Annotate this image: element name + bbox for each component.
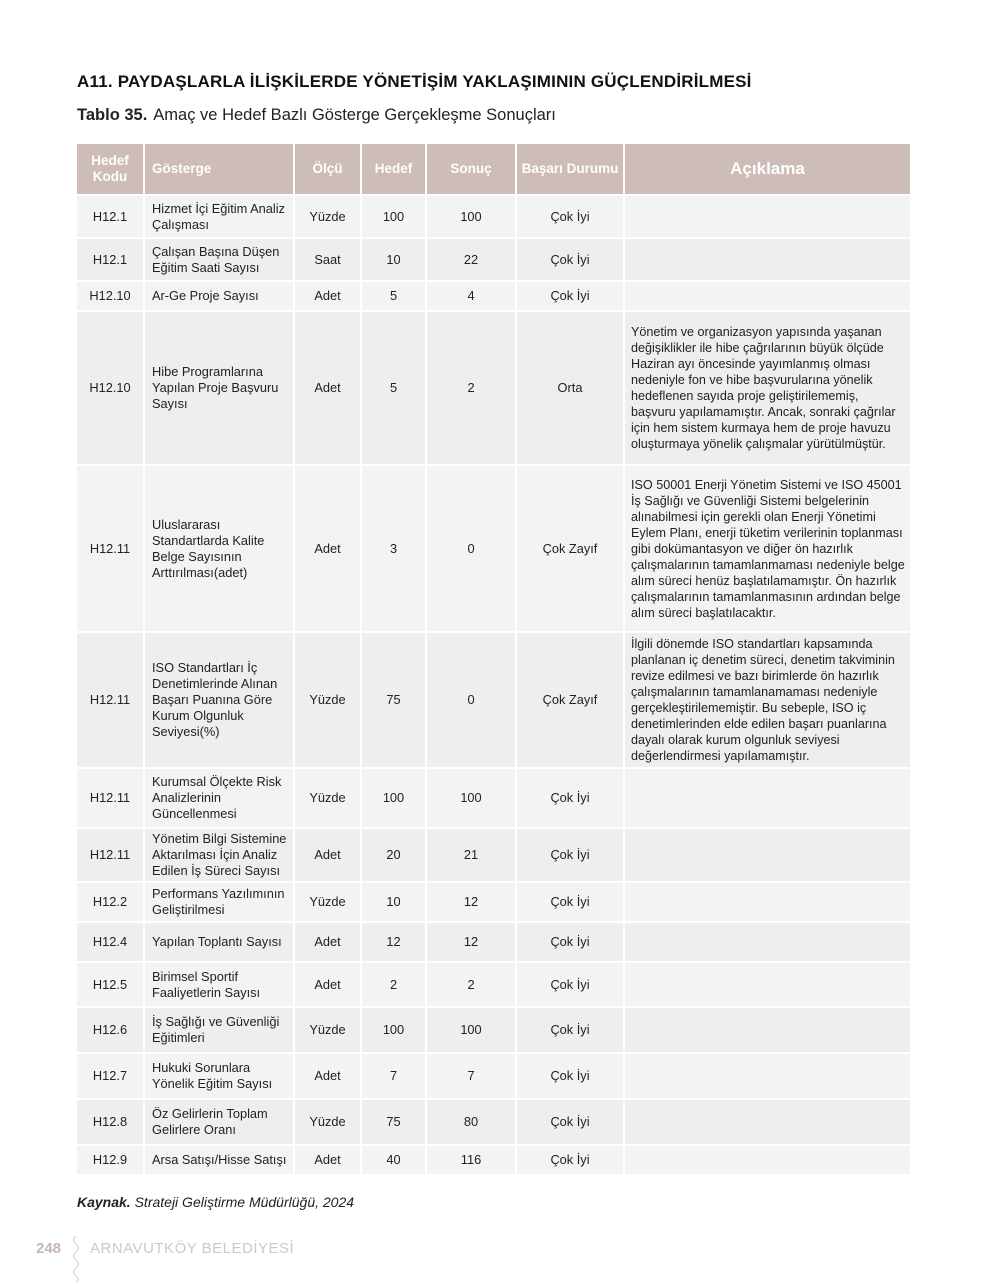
header-basari-durumu: Başarı Durumu <box>517 144 625 196</box>
cell-gosterge: Performans Yazılımının Geliştirilmesi <box>145 883 295 923</box>
cell-kod: H12.11 <box>77 466 145 633</box>
indicator-table <box>77 144 910 1176</box>
cell-olcu: Yüzde <box>295 196 362 239</box>
cell-aciklama <box>625 1100 910 1146</box>
cell-kod: H12.2 <box>77 883 145 923</box>
cell-hedef: 12 <box>362 923 427 963</box>
cell-aciklama <box>625 963 910 1008</box>
cell-basari: Çok İyi <box>517 196 625 239</box>
cell-olcu: Yüzde <box>295 883 362 923</box>
cell-kod: H12.4 <box>77 923 145 963</box>
cell-olcu: Adet <box>295 963 362 1008</box>
cell-sonuc: 100 <box>427 769 517 829</box>
cell-gosterge: ISO Standartları İç Denetimlerinde Alınan Başarı Puanına Göre Kurum Olgunluk Seviyesi(%) <box>145 633 295 769</box>
cell-sonuc: 0 <box>427 466 517 633</box>
table-row <box>77 1008 910 1054</box>
cell-sonuc: 116 <box>427 1146 517 1176</box>
source-text: Strateji Geliştirme Müdürlüğü, 2024 <box>134 1194 355 1210</box>
table-caption <box>77 106 556 125</box>
cell-olcu: Yüzde <box>295 1100 362 1146</box>
cell-aciklama <box>625 1146 910 1176</box>
cell-olcu: Adet <box>295 1146 362 1176</box>
cell-kod: H12.9 <box>77 1146 145 1176</box>
cell-sonuc: 80 <box>427 1100 517 1146</box>
cell-gosterge: Birimsel Sportif Faaliyetlerin Sayısı <box>145 963 295 1008</box>
cell-basari: Çok İyi <box>517 239 625 282</box>
cell-hedef: 2 <box>362 963 427 1008</box>
cell-sonuc: 0 <box>427 633 517 769</box>
table-row <box>77 239 910 282</box>
cell-kod: H12.11 <box>77 769 145 829</box>
footer-wave-divider <box>70 1236 82 1282</box>
table-caption-text: Amaç ve Hedef Bazlı Gösterge Gerçekleşme Sonuçları <box>153 106 556 124</box>
cell-olcu: Adet <box>295 312 362 466</box>
cell-hedef: 3 <box>362 466 427 633</box>
cell-basari: Çok İyi <box>517 1146 625 1176</box>
cell-sonuc: 2 <box>427 312 517 466</box>
cell-olcu: Yüzde <box>295 1008 362 1054</box>
cell-aciklama <box>625 1008 910 1054</box>
table-row <box>77 769 910 829</box>
cell-olcu: Yüzde <box>295 633 362 769</box>
cell-kod: H12.10 <box>77 312 145 466</box>
cell-aciklama <box>625 769 910 829</box>
footer-page-number: 248 <box>36 1240 62 1257</box>
cell-hedef: 100 <box>362 769 427 829</box>
header-aciklama: Açıklama <box>625 144 910 196</box>
cell-hedef: 5 <box>362 312 427 466</box>
cell-basari: Çok İyi <box>517 829 625 883</box>
cell-basari: Çok Zayıf <box>517 466 625 633</box>
cell-basari: Çok İyi <box>517 282 625 312</box>
cell-aciklama <box>625 282 910 312</box>
cell-hedef: 40 <box>362 1146 427 1176</box>
cell-basari: Çok İyi <box>517 963 625 1008</box>
cell-basari: Çok İyi <box>517 769 625 829</box>
cell-basari: Çok İyi <box>517 1100 625 1146</box>
cell-basari: Çok İyi <box>517 923 625 963</box>
cell-olcu: Saat <box>295 239 362 282</box>
table-row <box>77 312 910 466</box>
cell-gosterge: Hukuki Sorunlara Yönelik Eğitim Sayısı <box>145 1054 295 1100</box>
cell-olcu: Adet <box>295 466 362 633</box>
cell-basari: Çok Zayıf <box>517 633 625 769</box>
cell-kod: H12.8 <box>77 1100 145 1146</box>
source-note <box>77 1194 354 1210</box>
cell-sonuc: 12 <box>427 883 517 923</box>
table-row <box>77 883 910 923</box>
cell-gosterge: Öz Gelirlerin Toplam Gelirlere Oranı <box>145 1100 295 1146</box>
cell-aciklama <box>625 923 910 963</box>
cell-kod: H12.6 <box>77 1008 145 1054</box>
cell-olcu: Adet <box>295 1054 362 1100</box>
cell-sonuc: 21 <box>427 829 517 883</box>
cell-gosterge: Yönetim Bilgi Sistemine Aktarılması İçin Analiz Edilen İş Süreci Sayısı <box>145 829 295 883</box>
table-row <box>77 196 910 239</box>
cell-sonuc: 22 <box>427 239 517 282</box>
cell-sonuc: 12 <box>427 923 517 963</box>
table-row <box>77 829 910 883</box>
section-title: A11. PAYDAŞLARLA İLİŞKİLERDE YÖNETİŞİM YAKLAŞIMININ GÜÇLENDİRİLMESİ <box>77 72 752 91</box>
cell-sonuc: 4 <box>427 282 517 312</box>
cell-aciklama: İlgili dönemde ISO standartları kapsamında planlanan iç denetim süreci, denetim takviminin revize edilmesi ve bazı birimlerde ön hazırlık çalışmalarının tamamlanamaması nedeniyle gerçekleştirilememiştir. Bu sebeple, ISO iç denetimlerinden elde edilen başarı puanlarına dayalı olarak kurum olgunluk seviyesi değerlendirmesi yapılamamıştır. <box>625 633 910 769</box>
source-label: Kaynak. <box>77 1194 131 1210</box>
cell-hedef: 10 <box>362 239 427 282</box>
cell-aciklama: Yönetim ve organizasyon yapısında yaşanan değişiklikler ile hibe çağrılarının büyük ölçüde Haziran ayı öncesinde yayımlanmış olması nedeniyle fon ve hibe başvurularına yönelik hedeflenen sayıda proje geliştirilememiş, başvuru yapılamamıştır. Ancak, sonraki çağrılar için hem sistem kurmaya hem de proje havuzu oluşturmaya yönelik çalışmalar yürütülmüştür. <box>625 312 910 466</box>
cell-sonuc: 2 <box>427 963 517 1008</box>
cell-hedef: 100 <box>362 1008 427 1054</box>
cell-aciklama <box>625 239 910 282</box>
cell-gosterge: Hibe Programlarına Yapılan Proje Başvuru Sayısı <box>145 312 295 466</box>
cell-hedef: 10 <box>362 883 427 923</box>
header-gosterge: Gösterge <box>145 144 295 196</box>
table-row <box>77 1054 910 1100</box>
cell-gosterge: Kurumsal Ölçekte Risk Analizlerinin Güncellenmesi <box>145 769 295 829</box>
cell-kod: H12.10 <box>77 282 145 312</box>
table-row <box>77 282 910 312</box>
cell-hedef: 20 <box>362 829 427 883</box>
cell-gosterge: Arsa Satışı/Hisse Satışı <box>145 1146 295 1176</box>
cell-basari: Çok İyi <box>517 1054 625 1100</box>
cell-basari: Çok İyi <box>517 883 625 923</box>
cell-aciklama <box>625 829 910 883</box>
cell-hedef: 7 <box>362 1054 427 1100</box>
cell-hedef: 100 <box>362 196 427 239</box>
cell-gosterge: Ar-Ge Proje Sayısı <box>145 282 295 312</box>
cell-olcu: Adet <box>295 829 362 883</box>
cell-kod: H12.11 <box>77 829 145 883</box>
cell-kod: H12.7 <box>77 1054 145 1100</box>
cell-kod: H12.5 <box>77 963 145 1008</box>
header-hedef-kodu: Hedef Kodu <box>77 144 145 196</box>
cell-olcu: Adet <box>295 282 362 312</box>
table-row <box>77 466 910 633</box>
table-row <box>77 633 910 769</box>
table-row <box>77 1100 910 1146</box>
cell-sonuc: 7 <box>427 1054 517 1100</box>
cell-gosterge: İş Sağlığı ve Güvenliği Eğitimleri <box>145 1008 295 1054</box>
cell-aciklama <box>625 196 910 239</box>
cell-aciklama <box>625 1054 910 1100</box>
cell-sonuc: 100 <box>427 196 517 239</box>
header-olcu: Ölçü <box>295 144 362 196</box>
cell-aciklama <box>625 883 910 923</box>
cell-basari: Çok İyi <box>517 1008 625 1054</box>
table-row <box>77 963 910 1008</box>
table-header-row <box>77 144 910 196</box>
cell-gosterge: Yapılan Toplantı Sayısı <box>145 923 295 963</box>
cell-gosterge: Uluslararası Standartlarda Kalite Belge Sayısının Arttırılması(adet) <box>145 466 295 633</box>
cell-gosterge: Çalışan Başına Düşen Eğitim Saati Sayısı <box>145 239 295 282</box>
cell-basari: Orta <box>517 312 625 466</box>
table-row <box>77 1146 910 1176</box>
cell-olcu: Adet <box>295 923 362 963</box>
cell-gosterge: Hizmet İçi Eğitim Analiz Çalışması <box>145 196 295 239</box>
cell-kod: H12.1 <box>77 239 145 282</box>
table-row <box>77 923 910 963</box>
cell-olcu: Yüzde <box>295 769 362 829</box>
cell-hedef: 75 <box>362 633 427 769</box>
cell-kod: H12.1 <box>77 196 145 239</box>
table-caption-label: Tablo 35. <box>77 106 148 124</box>
footer-municipality-name: ARNAVUTKÖY BELEDİYESİ <box>90 1240 295 1257</box>
cell-kod: H12.11 <box>77 633 145 769</box>
cell-hedef: 75 <box>362 1100 427 1146</box>
header-hedef: Hedef <box>362 144 427 196</box>
cell-hedef: 5 <box>362 282 427 312</box>
cell-sonuc: 100 <box>427 1008 517 1054</box>
cell-aciklama: ISO 50001 Enerji Yönetim Sistemi ve ISO 45001 İş Sağlığı ve Güvenliği Sistemi belgelerinin alınabilmesi için gerekli olan Enerji Yönetimi Eylem Planı, enerji tüketim verilerinin toplanması gibi dokümantasyon ve diğer ön hazırlık çalışmalarının tamamlanmaması nedeniyle belge alım süreci henüz başlatılamamıştır. Ön hazırlık çalışmalarının tamamlanmasının ardından belge alım süreci başlatılacaktır. <box>625 466 910 633</box>
header-sonuc: Sonuç <box>427 144 517 196</box>
